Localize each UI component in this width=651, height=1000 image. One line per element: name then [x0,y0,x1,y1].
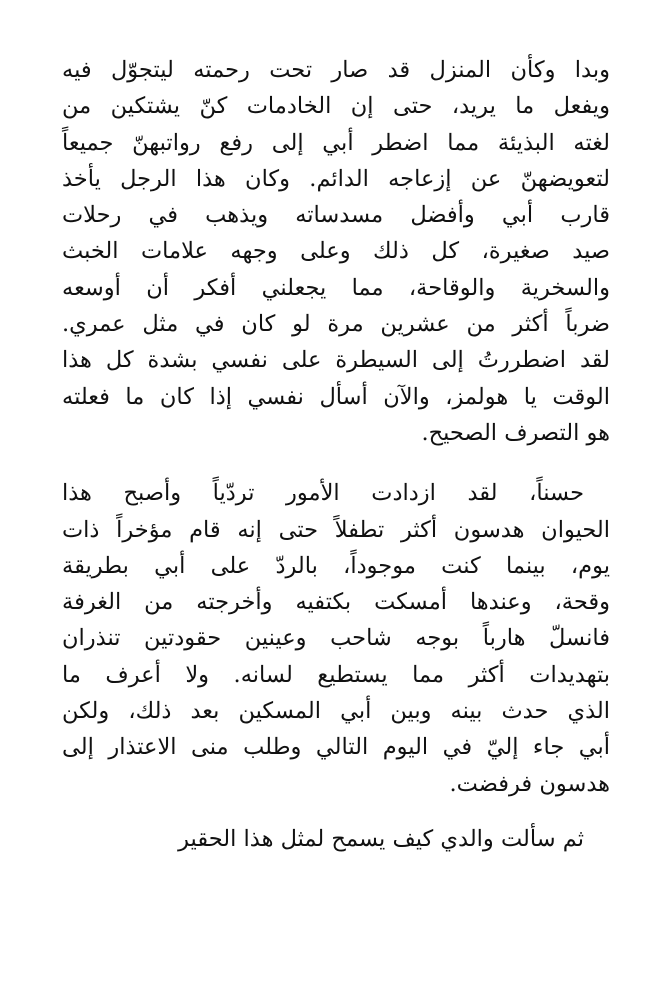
text-line: لقد اضطررتُ إلى السيطرة على نفسي بشدة كل هذا [62,347,610,374]
text-line: حسناً، لقد ازدادت الأمور تردّياً وأصبح هذا [62,480,584,507]
text-line: يوم، بينما كنت موجوداً، بالردّ على أبي بطريقة [62,552,610,579]
text-line: ويفعل ما يريد، حتى إن الخادمات كنّ يشتكين من [62,93,610,120]
text-line: هدسون فرفضت. [449,770,610,797]
text-line: وقحة، وعندها أمسكت بكتفيه وأخرجته من الغرفة [62,589,610,616]
document-page [62,52,610,857]
paragraph-spacer [62,802,610,821]
text-line: وبدا وكأن المنزل قد صار تحت رحمته ليتجوّل فيه [62,57,610,83]
text-line: هو التصرف الصحيح. [421,419,610,446]
text-line: ثم سألت والدي كيف يسمح لمثل هذا الحقير [178,825,584,852]
text-line: بتهديدات أكثر مما يستطيع لسانه. ولا أعرف ما [62,661,610,688]
paragraph-spacer [62,451,610,475]
text-line: فانسلّ هارباً بوجه شاحب وعينين حقودتين تنذران [62,625,610,652]
text-line: لغته البذيئة مما اضطر أبي إلى رفع رواتبهنّ جميعاً [62,129,610,156]
paragraph-3 [62,821,610,857]
text-line: الذي حدث بينه وبين أبي المسكين بعد ذلك، ولكن [62,698,610,725]
text-line: الوقت يا هولمز، والآن أسأل نفسي إذا كان ما فعلته [62,383,610,410]
text-line: والسخرية والوقاحة، مما يجعلني أفكر أن أوسعه [62,274,610,301]
text-line: أبي جاء إليّ في اليوم التالي وطلب منى الاعتذار إلى [62,734,610,761]
text-line: لتعويضهنّ عن إزعاجه الدائم. وكان هذا الرجل يأخذ [62,165,610,192]
text-line: قارب أبي وأفضل مسدساته ويذهب في رحلات [62,202,610,229]
paragraph-1 [62,52,610,451]
text-line: صيد صغيرة، كل ذلك وعلى وجهه علامات الخبث [62,238,610,265]
paragraph-2 [62,475,610,802]
text-line: ضرباً أكثر من عشرين مرة لو كان في مثل عمري. [62,311,610,338]
text-line: الحيوان هدسون أكثر تطفلاً حتى إنه قام مؤخراً ذات [62,516,610,543]
